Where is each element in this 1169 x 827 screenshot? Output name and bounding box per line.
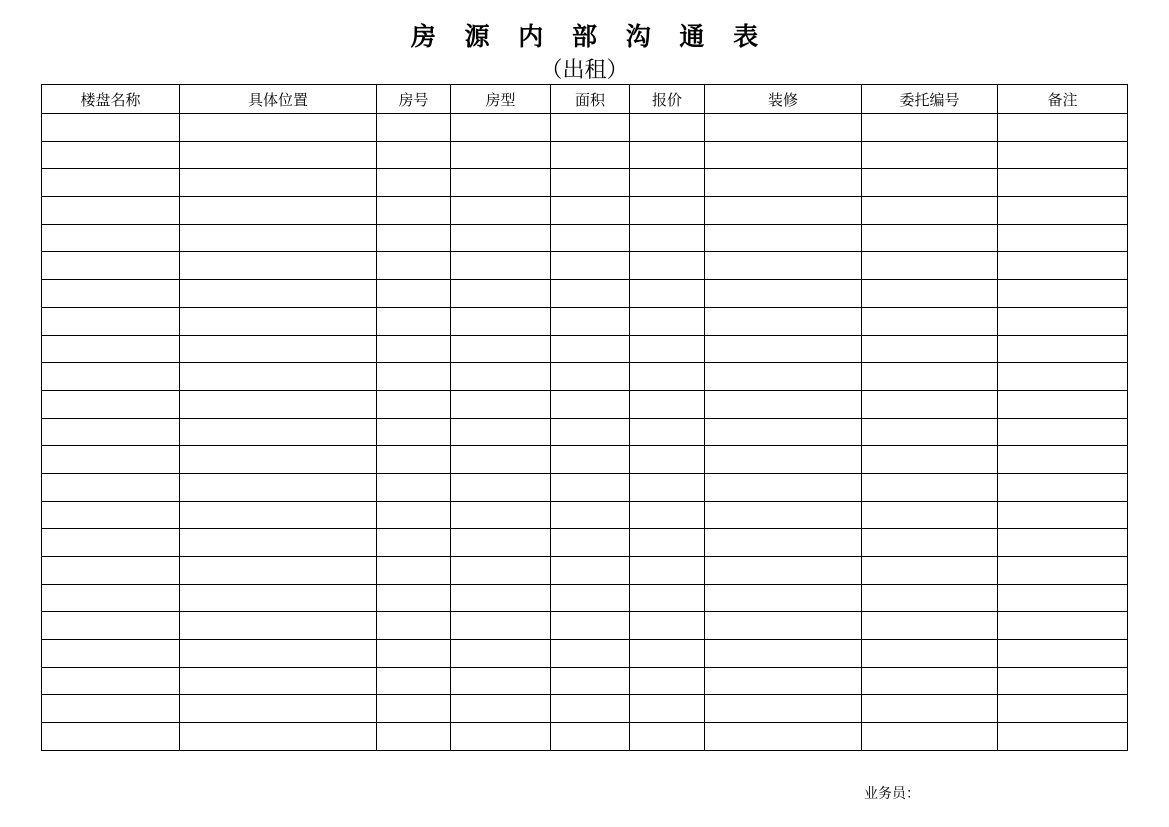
table-cell[interactable] <box>862 307 998 335</box>
table-cell[interactable] <box>451 695 551 723</box>
table-cell[interactable] <box>180 501 377 529</box>
table-cell[interactable] <box>451 252 551 280</box>
table-cell[interactable] <box>377 667 451 695</box>
table-cell[interactable] <box>377 141 451 169</box>
table-cell[interactable] <box>551 723 630 751</box>
table-cell[interactable] <box>180 363 377 391</box>
table-cell[interactable] <box>551 114 630 142</box>
table-cell[interactable] <box>377 197 451 225</box>
table-cell[interactable] <box>42 224 180 252</box>
table-cell[interactable] <box>42 501 180 529</box>
column-header-building-name: 楼盘名称 <box>42 85 180 114</box>
table-cell[interactable] <box>42 418 180 446</box>
table-cell[interactable] <box>705 612 862 640</box>
table-cell[interactable] <box>630 224 705 252</box>
table-cell[interactable] <box>451 197 551 225</box>
table-cell[interactable] <box>630 612 705 640</box>
table-cell[interactable] <box>551 446 630 474</box>
table-cell[interactable] <box>377 612 451 640</box>
table-cell[interactable] <box>998 640 1128 668</box>
table-cell[interactable] <box>862 667 998 695</box>
table-cell[interactable] <box>705 529 862 557</box>
table-row <box>42 723 1128 751</box>
salesperson-label: 业务员： <box>864 786 920 802</box>
column-header-room-number: 房号 <box>377 85 451 114</box>
table-cell[interactable] <box>705 667 862 695</box>
table-cell[interactable] <box>180 390 377 418</box>
table-cell[interactable] <box>377 695 451 723</box>
table-cell[interactable] <box>630 557 705 585</box>
table-cell[interactable] <box>630 473 705 501</box>
table-cell[interactable] <box>705 141 862 169</box>
table-body <box>42 114 1128 751</box>
table-cell[interactable] <box>630 695 705 723</box>
table-cell[interactable] <box>42 114 180 142</box>
table-cell[interactable] <box>451 446 551 474</box>
table-row <box>42 667 1128 695</box>
table-cell[interactable] <box>377 640 451 668</box>
table-row <box>42 529 1128 557</box>
table-cell[interactable] <box>705 557 862 585</box>
table-cell[interactable] <box>862 114 998 142</box>
table-row <box>42 335 1128 363</box>
table-cell[interactable] <box>551 501 630 529</box>
table-cell[interactable] <box>377 723 451 751</box>
table-cell[interactable] <box>705 640 862 668</box>
table-cell[interactable] <box>551 557 630 585</box>
table-cell[interactable] <box>180 446 377 474</box>
table-cell[interactable] <box>705 280 862 308</box>
table-cell[interactable] <box>998 114 1128 142</box>
table-cell[interactable] <box>180 473 377 501</box>
table-cell[interactable] <box>42 252 180 280</box>
column-header-price: 报价 <box>630 85 705 114</box>
table-cell[interactable] <box>998 224 1128 252</box>
table-cell[interactable] <box>630 584 705 612</box>
table-row <box>42 307 1128 335</box>
table-cell[interactable] <box>451 640 551 668</box>
table-cell[interactable] <box>862 501 998 529</box>
table-row <box>42 612 1128 640</box>
table-row <box>42 446 1128 474</box>
table-cell[interactable] <box>180 114 377 142</box>
table-cell[interactable] <box>630 280 705 308</box>
table-cell[interactable] <box>862 363 998 391</box>
table-cell[interactable] <box>862 335 998 363</box>
table-cell[interactable] <box>630 169 705 197</box>
listing-table <box>41 84 1128 751</box>
table-row <box>42 224 1128 252</box>
table-row <box>42 557 1128 585</box>
table-cell[interactable] <box>451 390 551 418</box>
table-cell[interactable] <box>862 280 998 308</box>
table-cell[interactable] <box>180 307 377 335</box>
table-cell[interactable] <box>862 390 998 418</box>
table-cell[interactable] <box>451 224 551 252</box>
table-cell[interactable] <box>705 446 862 474</box>
table-cell[interactable] <box>630 418 705 446</box>
table-cell[interactable] <box>862 640 998 668</box>
table-row <box>42 141 1128 169</box>
table-cell[interactable] <box>998 169 1128 197</box>
table-cell[interactable] <box>42 446 180 474</box>
table-cell[interactable] <box>377 169 451 197</box>
table-cell[interactable] <box>862 695 998 723</box>
table-cell[interactable] <box>377 529 451 557</box>
table-cell[interactable] <box>180 335 377 363</box>
table-row <box>42 280 1128 308</box>
table-cell[interactable] <box>377 501 451 529</box>
table-cell[interactable] <box>451 667 551 695</box>
table-cell[interactable] <box>377 446 451 474</box>
table-cell[interactable] <box>862 418 998 446</box>
table-cell[interactable] <box>42 169 180 197</box>
table-cell[interactable] <box>551 280 630 308</box>
table-cell[interactable] <box>862 141 998 169</box>
table-cell[interactable] <box>42 584 180 612</box>
table-cell[interactable] <box>551 141 630 169</box>
table-cell[interactable] <box>998 307 1128 335</box>
table-cell[interactable] <box>998 197 1128 225</box>
table-cell[interactable] <box>630 335 705 363</box>
table-cell[interactable] <box>377 280 451 308</box>
table-cell[interactable] <box>180 640 377 668</box>
table-cell[interactable] <box>42 307 180 335</box>
table-cell[interactable] <box>551 197 630 225</box>
table-cell[interactable] <box>377 335 451 363</box>
table-cell[interactable] <box>630 197 705 225</box>
table-cell[interactable] <box>180 280 377 308</box>
page-title: 房 源 内 部 沟 通 表 <box>410 22 769 51</box>
table-cell[interactable] <box>180 695 377 723</box>
column-header-remarks: 备注 <box>998 85 1128 114</box>
table-cell[interactable] <box>180 418 377 446</box>
table-cell[interactable] <box>998 335 1128 363</box>
table-cell[interactable] <box>377 252 451 280</box>
column-header-area: 面积 <box>551 85 630 114</box>
table-cell[interactable] <box>998 363 1128 391</box>
table-cell[interactable] <box>998 612 1128 640</box>
table-cell[interactable] <box>705 363 862 391</box>
table-cell[interactable] <box>998 473 1128 501</box>
table-cell[interactable] <box>705 224 862 252</box>
column-header-commission-number: 委托编号 <box>862 85 998 114</box>
table-row <box>42 418 1128 446</box>
table-cell[interactable] <box>42 667 180 695</box>
table-cell[interactable] <box>630 141 705 169</box>
table-cell[interactable] <box>180 529 377 557</box>
table-cell[interactable] <box>551 612 630 640</box>
table-cell[interactable] <box>630 529 705 557</box>
table-cell[interactable] <box>551 169 630 197</box>
table-cell[interactable] <box>377 473 451 501</box>
table-cell[interactable] <box>705 473 862 501</box>
table-cell[interactable] <box>551 473 630 501</box>
table-cell[interactable] <box>705 418 862 446</box>
table-cell[interactable] <box>451 114 551 142</box>
table-cell[interactable] <box>551 363 630 391</box>
table-cell[interactable] <box>998 667 1128 695</box>
table-cell[interactable] <box>630 723 705 751</box>
table-header-row <box>42 85 1128 114</box>
table-cell[interactable] <box>451 280 551 308</box>
table-cell[interactable] <box>451 169 551 197</box>
table-cell[interactable] <box>42 197 180 225</box>
table-row <box>42 640 1128 668</box>
table-cell[interactable] <box>451 612 551 640</box>
table-cell[interactable] <box>180 584 377 612</box>
table-cell[interactable] <box>551 224 630 252</box>
table-cell[interactable] <box>630 390 705 418</box>
table-cell[interactable] <box>630 307 705 335</box>
table-cell[interactable] <box>42 363 180 391</box>
table-cell[interactable] <box>998 723 1128 751</box>
table-cell[interactable] <box>862 224 998 252</box>
table-cell[interactable] <box>998 252 1128 280</box>
table-cell[interactable] <box>998 446 1128 474</box>
table-row <box>42 169 1128 197</box>
table-cell[interactable] <box>377 363 451 391</box>
table-row <box>42 197 1128 225</box>
table-cell[interactable] <box>451 141 551 169</box>
table-cell[interactable] <box>998 280 1128 308</box>
table-cell[interactable] <box>551 307 630 335</box>
table-row <box>42 584 1128 612</box>
table-row <box>42 501 1128 529</box>
table-row <box>42 390 1128 418</box>
table-cell[interactable] <box>998 584 1128 612</box>
table-cell[interactable] <box>451 418 551 446</box>
table-cell[interactable] <box>862 252 998 280</box>
table-row <box>42 363 1128 391</box>
table-cell[interactable] <box>551 529 630 557</box>
table-cell[interactable] <box>377 307 451 335</box>
table-cell[interactable] <box>998 695 1128 723</box>
table-cell[interactable] <box>862 473 998 501</box>
table-cell[interactable] <box>42 141 180 169</box>
table-cell[interactable] <box>42 612 180 640</box>
table-cell[interactable] <box>180 252 377 280</box>
table-cell[interactable] <box>42 557 180 585</box>
table-cell[interactable] <box>42 529 180 557</box>
table-cell[interactable] <box>998 418 1128 446</box>
table-cell[interactable] <box>705 584 862 612</box>
table-cell[interactable] <box>551 390 630 418</box>
table-cell[interactable] <box>180 169 377 197</box>
table-cell[interactable] <box>862 612 998 640</box>
table-row <box>42 252 1128 280</box>
table-cell[interactable] <box>705 723 862 751</box>
table-cell[interactable] <box>451 501 551 529</box>
table-cell[interactable] <box>998 501 1128 529</box>
table-cell[interactable] <box>998 529 1128 557</box>
table-cell[interactable] <box>862 723 998 751</box>
table-cell[interactable] <box>451 723 551 751</box>
table-cell[interactable] <box>42 390 180 418</box>
column-header-location: 具体位置 <box>180 85 377 114</box>
table-cell[interactable] <box>630 640 705 668</box>
table-cell[interactable] <box>705 335 862 363</box>
table-cell[interactable] <box>180 197 377 225</box>
table-cell[interactable] <box>180 612 377 640</box>
table-cell[interactable] <box>630 501 705 529</box>
table-cell[interactable] <box>551 640 630 668</box>
table-cell[interactable] <box>42 723 180 751</box>
table-cell[interactable] <box>377 114 451 142</box>
table-cell[interactable] <box>705 307 862 335</box>
table-cell[interactable] <box>551 584 630 612</box>
table-cell[interactable] <box>180 723 377 751</box>
table-cell[interactable] <box>42 640 180 668</box>
table-row <box>42 695 1128 723</box>
column-header-room-type: 房型 <box>451 85 551 114</box>
table-cell[interactable] <box>705 252 862 280</box>
table-cell[interactable] <box>862 169 998 197</box>
table-cell[interactable] <box>451 473 551 501</box>
table-cell[interactable] <box>551 418 630 446</box>
table-cell[interactable] <box>451 363 551 391</box>
table-cell[interactable] <box>862 197 998 225</box>
table-cell[interactable] <box>998 141 1128 169</box>
table-cell[interactable] <box>862 557 998 585</box>
table-cell[interactable] <box>862 529 998 557</box>
table-cell[interactable] <box>862 446 998 474</box>
table-cell[interactable] <box>705 501 862 529</box>
table-cell[interactable] <box>451 584 551 612</box>
table-cell[interactable] <box>451 335 551 363</box>
table-cell[interactable] <box>377 224 451 252</box>
table-cell[interactable] <box>705 390 862 418</box>
table-cell[interactable] <box>451 307 551 335</box>
table-cell[interactable] <box>377 584 451 612</box>
table-cell[interactable] <box>42 335 180 363</box>
table-cell[interactable] <box>42 280 180 308</box>
table-cell[interactable] <box>705 197 862 225</box>
table-cell[interactable] <box>451 529 551 557</box>
table-cell[interactable] <box>705 169 862 197</box>
table-cell[interactable] <box>998 557 1128 585</box>
table-cell[interactable] <box>630 446 705 474</box>
table-cell[interactable] <box>377 557 451 585</box>
table-cell[interactable] <box>551 695 630 723</box>
table-cell[interactable] <box>551 667 630 695</box>
table-cell[interactable] <box>630 252 705 280</box>
table-cell[interactable] <box>451 557 551 585</box>
table-cell[interactable] <box>705 695 862 723</box>
table-cell[interactable] <box>630 363 705 391</box>
table-cell[interactable] <box>42 695 180 723</box>
table-cell[interactable] <box>862 584 998 612</box>
table-cell[interactable] <box>377 390 451 418</box>
table-cell[interactable] <box>551 252 630 280</box>
table-cell[interactable] <box>42 473 180 501</box>
table-cell[interactable] <box>551 335 630 363</box>
table-cell[interactable] <box>180 141 377 169</box>
table-cell[interactable] <box>705 114 862 142</box>
table-cell[interactable] <box>630 667 705 695</box>
table-cell[interactable] <box>630 114 705 142</box>
table-cell[interactable] <box>180 667 377 695</box>
page-subtitle: （出租） <box>540 58 629 83</box>
table-cell[interactable] <box>180 557 377 585</box>
table-cell[interactable] <box>998 390 1128 418</box>
table-cell[interactable] <box>180 224 377 252</box>
table-row <box>42 473 1128 501</box>
table-row <box>42 114 1128 142</box>
table-cell[interactable] <box>377 418 451 446</box>
column-header-decoration: 装修 <box>705 85 862 114</box>
